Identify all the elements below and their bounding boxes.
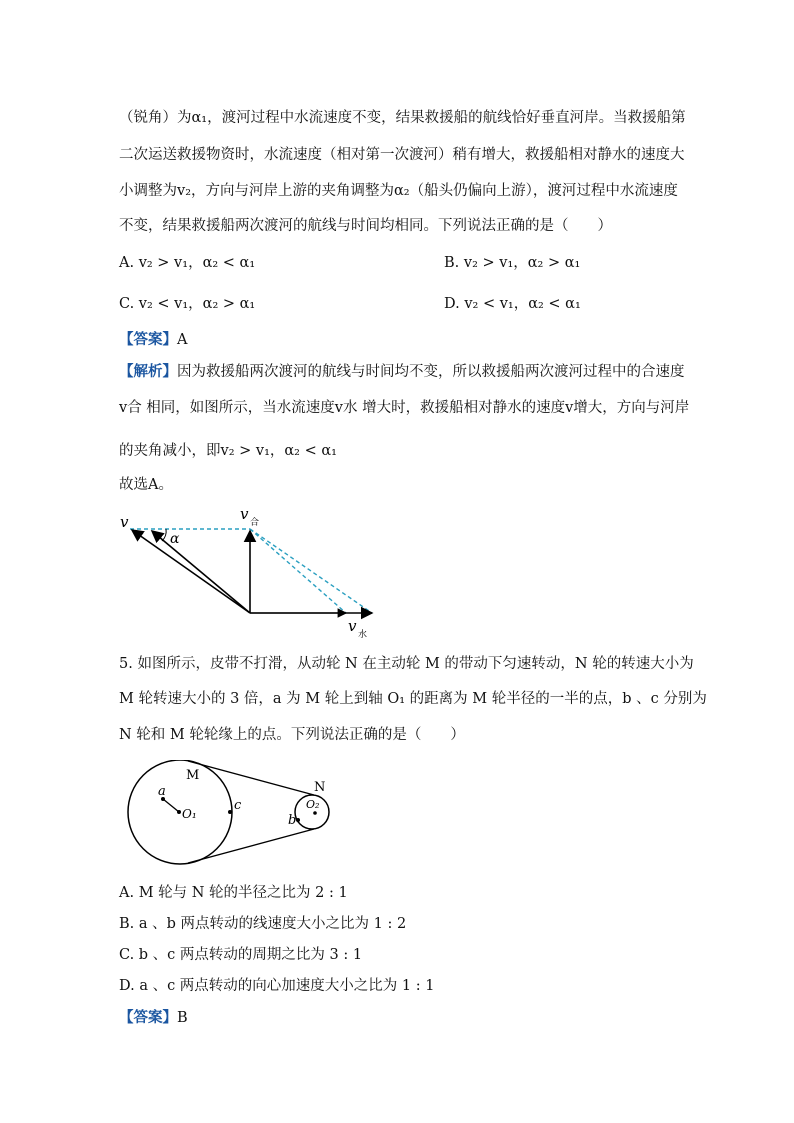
label-o1: O₁ [182, 807, 197, 821]
q5-option-d: D. a 、c 两点转动的向心加速度大小之比为 1 : 1 [119, 978, 435, 994]
label-n: N [314, 780, 326, 795]
q5-line-3: N 轮和 M 轮轮缘上的点。下列说法正确的是（ ） [119, 727, 465, 743]
label-v-water-sub: 水 [358, 630, 368, 640]
q4-analysis-1 [119, 362, 685, 382]
q4-line-2: 二次运送救援物资时，水流速度（相对第一次渡河）稍有增大，救援船相对静水的速度大 [119, 147, 685, 163]
answer-value: A [177, 332, 188, 348]
q4-answer [119, 330, 187, 350]
label-alpha: α [170, 531, 180, 547]
q4-option-c: C. v₂ < v₁，α₂ > α₁ [119, 296, 256, 312]
label-a: a [158, 784, 166, 799]
point-o2 [313, 811, 317, 815]
q5-option-a: A. M 轮与 N 轮的半径之比为 2 : 1 [119, 885, 348, 901]
q4-line-3: 小调整为v₂，方向与河岸上游的夹角调整为α₂（船头仍偏向上游），渡河过程中水流速度 [119, 183, 678, 199]
pulley-diagram [120, 760, 340, 870]
label-m: M [186, 768, 200, 783]
analysis-text: 因为救援船两次渡河的航线与时间均不变，所以救援船两次渡河过程中的合速度 [177, 364, 685, 380]
label-o2: O₂ [306, 798, 320, 811]
q4-line-1: （锐角）为α₁，渡河过程中水流速度不变，结果救援船的航线恰好垂直河岸。当救援船第 [119, 110, 686, 126]
point-c [228, 810, 232, 814]
label-c: c [234, 798, 242, 813]
q5-option-c: C. b 、c 两点转动的周期之比为 3 : 1 [119, 947, 363, 963]
radius-segment [163, 799, 179, 812]
point-o1 [177, 810, 181, 814]
answer-value: B [177, 1010, 188, 1026]
label-v-resultant-sub: 合 [250, 518, 260, 528]
v-vector-1 [132, 530, 250, 613]
q4-option-d: D. v₂ < v₁，α₂ < α₁ [444, 296, 581, 312]
q4-analysis-2: v合 相同，如图所示，当水流速度v水 增大时，救援船相对静水的速度v增大，方向与河岸 [119, 400, 690, 416]
q4-analysis-3: 的夹角减小，即v₂ > v₁，α₂ < α₁ [119, 443, 337, 459]
q4-option-b: B. v₂ > v₁，α₂ > α₁ [444, 255, 581, 271]
q5-answer [119, 1008, 188, 1028]
belt-top [188, 761, 314, 795]
label-v: v [120, 513, 129, 531]
analysis-tag: 【解析】 [119, 363, 177, 380]
q4-conclusion: 故选A。 [119, 477, 173, 493]
q4-option-a: A. v₂ > v₁，α₂ < α₁ [119, 255, 256, 271]
dashed-diagonal-2 [250, 529, 372, 613]
q5-line-2: M 轮转速大小的 3 倍，a 为 M 轮上到轴 O₁ 的距离为 M 轮半径的一半的点，b 、c 分别为 [119, 691, 707, 707]
point-b [296, 818, 300, 822]
q4-line-4: 不变，结果救援船两次渡河的航线与时间均相同。下列说法正确的是（ ） [119, 218, 612, 234]
dashed-diagonal-1 [250, 529, 346, 613]
label-v-resultant: v [240, 505, 249, 523]
velocity-diagram [110, 505, 400, 645]
answer-tag: 【答案】 [119, 331, 177, 348]
answer-tag: 【答案】 [119, 1009, 177, 1026]
q5-line-1: 5. 如图所示，皮带不打滑，从动轮 N 在主动轮 M 的带动下匀速转动，N 轮的转速大小为 [119, 656, 694, 672]
q5-option-b: B. a 、b 两点转动的线速度大小之比为 1 : 2 [119, 916, 407, 932]
label-v-water: v [348, 617, 357, 635]
belt-bottom [188, 829, 314, 863]
label-b: b [288, 813, 297, 828]
v-vector-2 [152, 531, 250, 613]
